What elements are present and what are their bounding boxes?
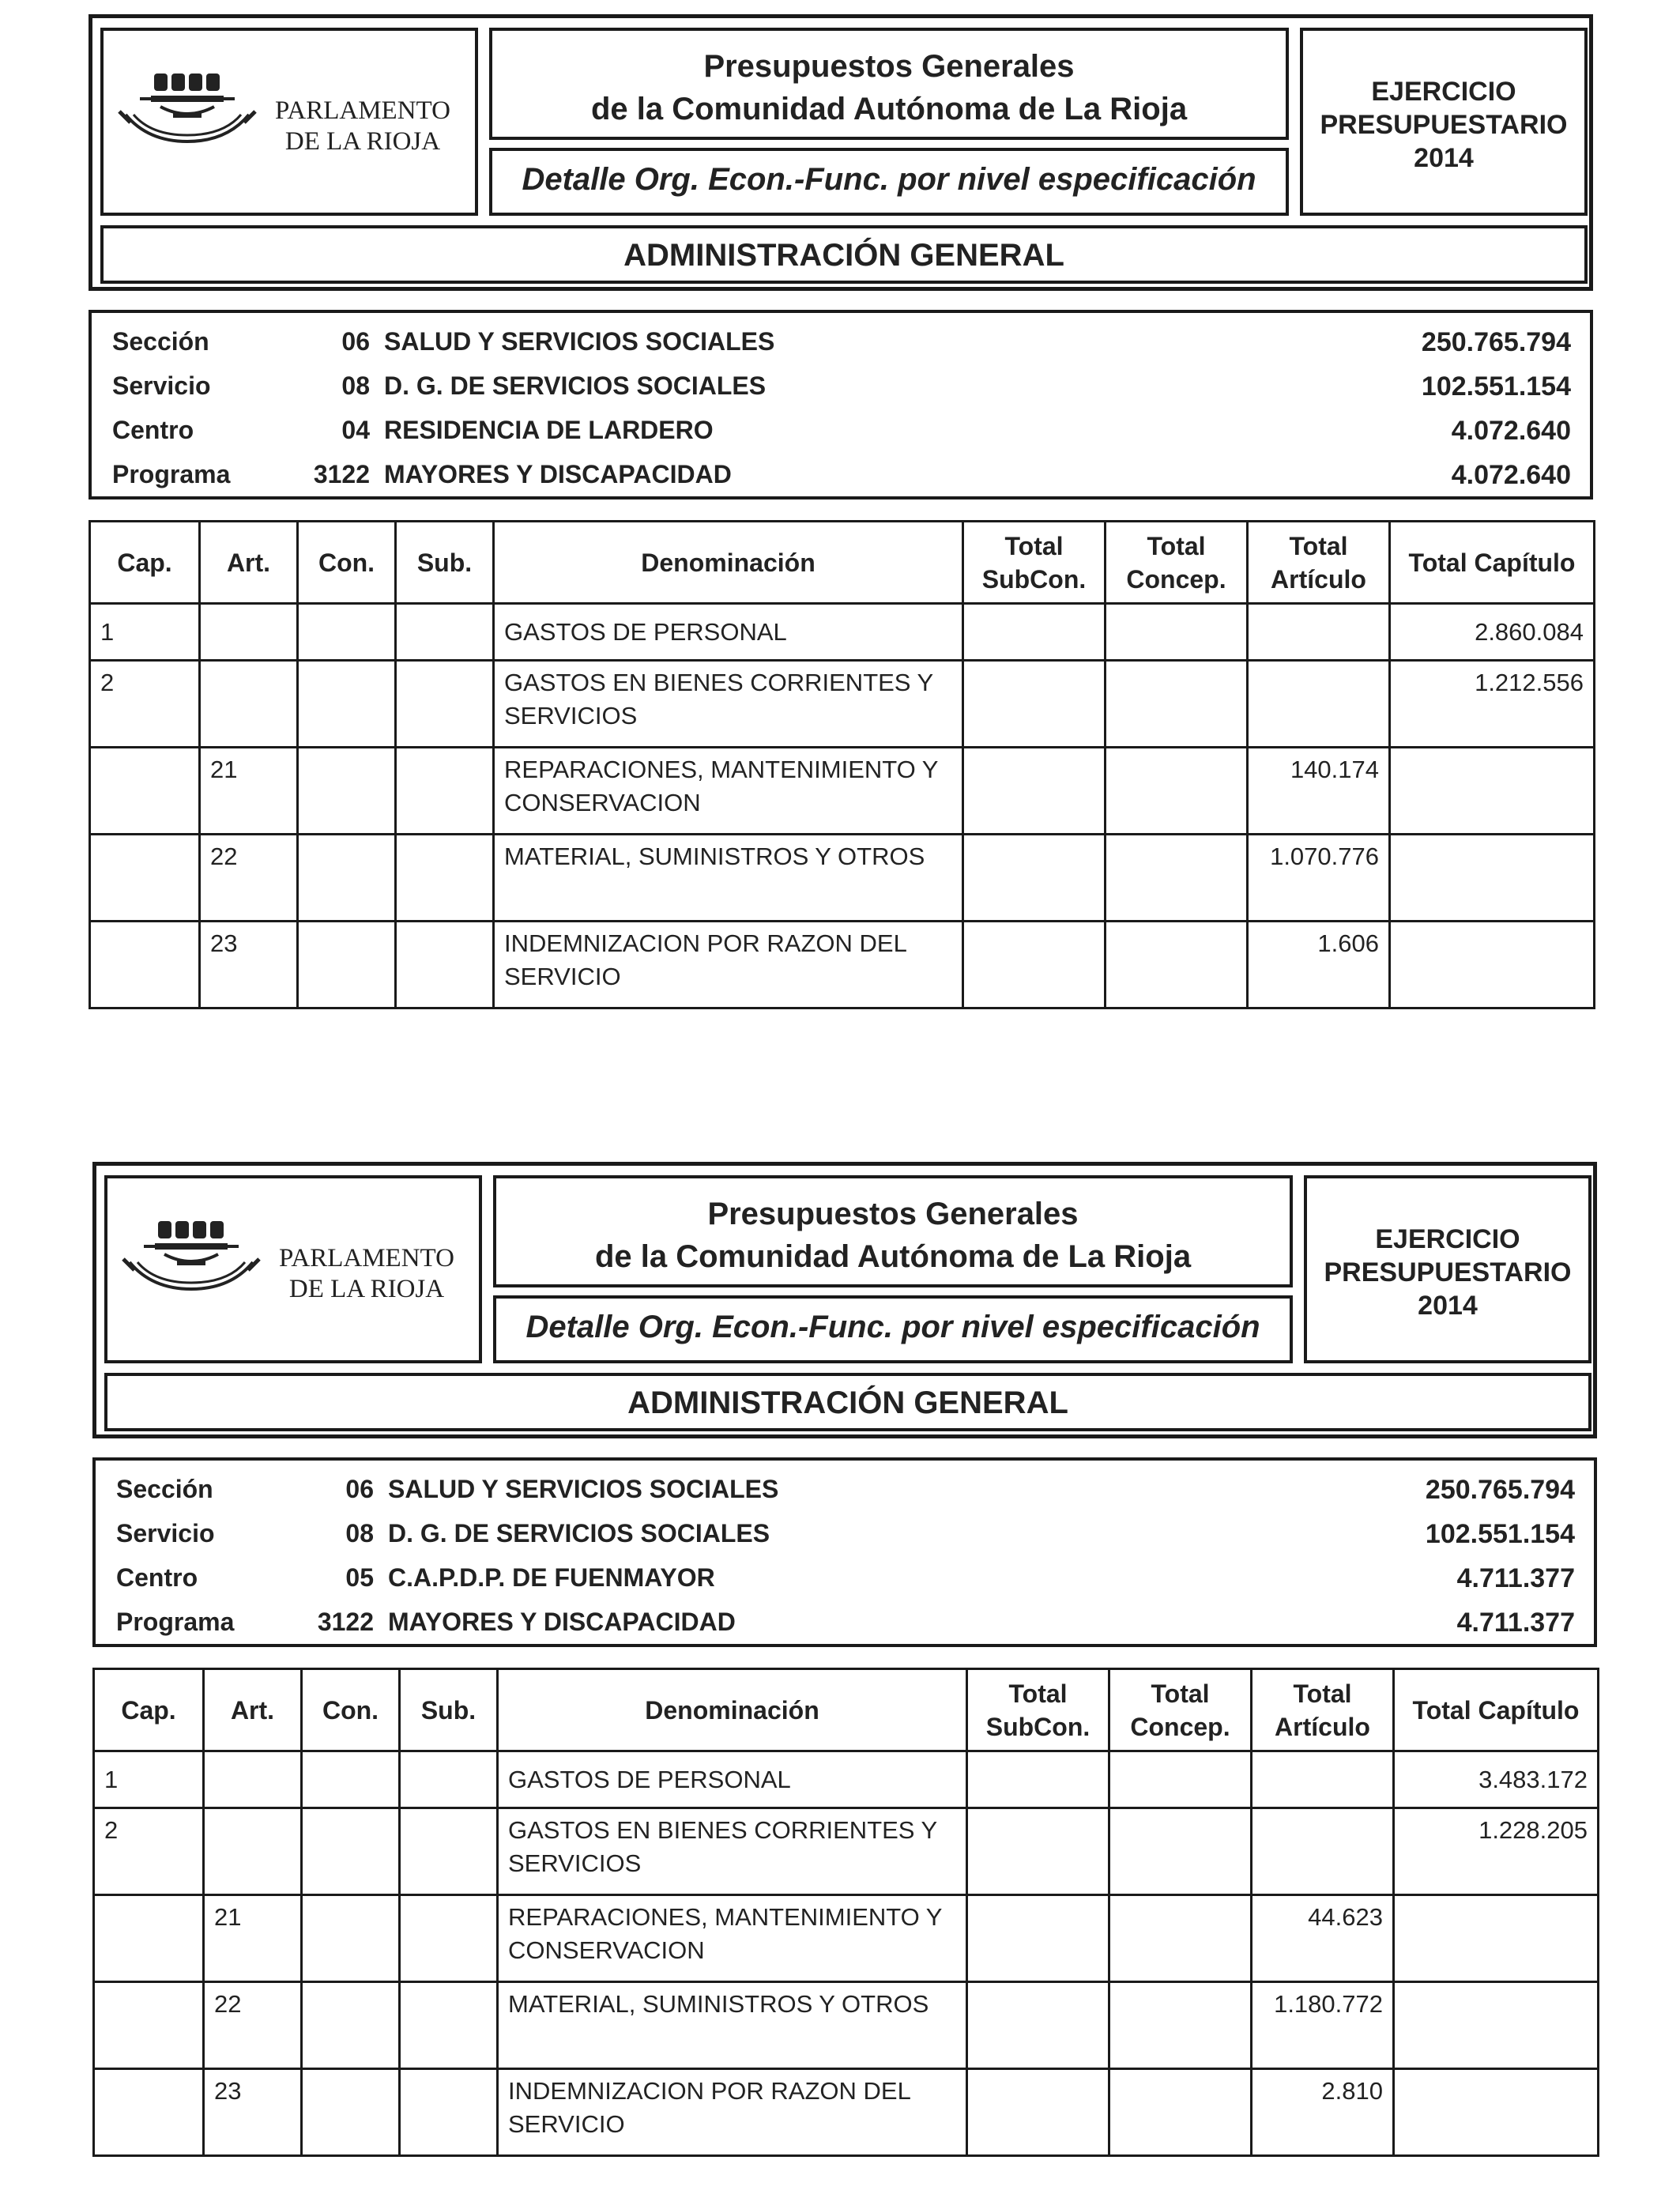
table-row: [94, 1808, 1599, 1895]
cell-cap: [94, 1982, 204, 2069]
cell-total-concep: [1106, 748, 1248, 835]
cell-total-capitulo: 2.860.084: [1390, 604, 1595, 661]
title-line-2: de la Comunidad Autónoma de La Rioja: [590, 92, 1188, 126]
info-label: Programa: [116, 1608, 235, 1636]
cell-cap: [94, 2069, 204, 2156]
cell-total-concep: [1106, 661, 1248, 748]
cell-cap: [90, 835, 200, 922]
cell-total-articulo: [1252, 1751, 1394, 1808]
ejercicio-box: [1300, 28, 1588, 216]
cell-con: [302, 2069, 400, 2156]
cell-total-subcon: [963, 604, 1106, 661]
cell-denominacion: GASTOS EN BIENES CORRIENTES Y SERVICIOS: [498, 1808, 967, 1895]
cell-sub: [400, 2069, 498, 2156]
cell-art: [204, 1751, 302, 1808]
cell-cap: 2: [90, 661, 200, 748]
info-code: 08: [341, 371, 370, 400]
table-header-row: [94, 1669, 1599, 1751]
document-subtitle: Detalle Org. Econ.-Func. por nivel especificación: [525, 1310, 1260, 1344]
cell-cap: [90, 922, 200, 1008]
cell-total-concep: [1106, 922, 1248, 1008]
cell-total-concep: [1106, 835, 1248, 922]
info-amount: 4.072.640: [1451, 416, 1571, 446]
info-label: Servicio: [116, 1519, 215, 1547]
info-desc: D. G. DE SERVICIOS SOCIALES: [384, 371, 767, 400]
title-line-1: Presupuestos Generales: [703, 49, 1075, 84]
info-desc: C.A.P.D.P. DE FUENMAYOR: [388, 1563, 715, 1592]
title-box: [489, 28, 1289, 140]
cell-total-capitulo: [1394, 2069, 1599, 2156]
cell-denominacion: REPARACIONES, MANTENIMIENTO Y CONSERVACION: [494, 748, 963, 835]
cell-art: 23: [204, 2069, 302, 2156]
ejercicio-box: [1304, 1175, 1591, 1363]
parliament-logo-icon: [116, 66, 258, 153]
info-row-centro: [96, 1563, 1594, 1595]
info-amount: 102.551.154: [1425, 1519, 1575, 1549]
cell-sub: [396, 604, 494, 661]
info-code: 04: [341, 416, 370, 444]
cell-sub: [396, 835, 494, 922]
budget-table: [89, 520, 1595, 1009]
logo-text: [264, 1243, 469, 1305]
cell-total-capitulo: 1.212.556: [1390, 661, 1595, 748]
cell-total-subcon: [967, 2069, 1109, 2156]
col-header-total-capitulo: Total Capítulo: [1390, 522, 1595, 604]
info-row-servicio: [96, 1519, 1594, 1551]
cell-denominacion: GASTOS DE PERSONAL: [498, 1751, 967, 1808]
cell-con: [302, 1895, 400, 1982]
cell-total-concep: [1109, 2069, 1252, 2156]
cell-denominacion: INDEMNIZACION POR RAZON DEL SERVICIO: [494, 922, 963, 1008]
info-row-seccion: [96, 1475, 1594, 1506]
info-desc: D. G. DE SERVICIOS SOCIALES: [388, 1519, 770, 1547]
cell-art: [200, 661, 298, 748]
cell-sub: [396, 748, 494, 835]
info-amount: 4.072.640: [1451, 460, 1571, 490]
cell-cap: [94, 1895, 204, 1982]
admin-box: [104, 1373, 1591, 1431]
col-header-con: Con.: [298, 522, 396, 604]
table-row: [94, 1982, 1599, 2069]
info-label: Programa: [112, 460, 231, 488]
cell-con: [302, 1982, 400, 2069]
document-header: [92, 1162, 1597, 1438]
budget-block: [89, 14, 1593, 1009]
cell-sub: [400, 1808, 498, 1895]
cell-cap: 1: [94, 1751, 204, 1808]
cell-cap: [90, 748, 200, 835]
info-label: Centro: [116, 1563, 198, 1592]
cell-total-concep: [1106, 604, 1248, 661]
col-header-denominacion: Denominación: [498, 1669, 967, 1751]
cell-sub: [396, 922, 494, 1008]
info-amount: 102.551.154: [1421, 371, 1571, 401]
document-subtitle: Detalle Org. Econ.-Func. por nivel especificación: [522, 162, 1256, 197]
logo-line-1: PARLAMENTO: [275, 96, 450, 125]
title-box: [493, 1175, 1293, 1287]
document-title: [496, 1193, 1290, 1278]
cell-denominacion: INDEMNIZACION POR RAZON DEL SERVICIO: [498, 2069, 967, 2156]
col-header-art: Art.: [200, 522, 298, 604]
info-code: 3122: [317, 1608, 374, 1636]
cell-total-subcon: [963, 661, 1106, 748]
cell-denominacion: REPARACIONES, MANTENIMIENTO Y CONSERVACION: [498, 1895, 967, 1982]
cell-sub: [400, 1982, 498, 2069]
col-header-total-subcon: Total SubCon.: [963, 522, 1106, 604]
table-row: [90, 748, 1595, 835]
cell-total-subcon: [967, 1751, 1109, 1808]
table-row: [90, 922, 1595, 1008]
cell-con: [298, 604, 396, 661]
col-header-total-concep: Total Concep.: [1109, 1669, 1252, 1751]
admin-title: ADMINISTRACIÓN GENERAL: [623, 238, 1064, 273]
cell-art: 23: [200, 922, 298, 1008]
cell-total-subcon: [963, 835, 1106, 922]
table-row: [94, 1751, 1599, 1808]
cell-total-articulo: 140.174: [1248, 748, 1390, 835]
ejercicio-year: 2014: [1418, 1291, 1478, 1321]
info-code: 3122: [313, 460, 370, 488]
budget-table: [92, 1668, 1599, 2157]
cell-total-capitulo: [1390, 748, 1595, 835]
budget-block: [92, 1162, 1597, 2157]
logo-box: [100, 28, 478, 216]
info-code: 05: [345, 1563, 374, 1592]
cell-art: 21: [200, 748, 298, 835]
cell-total-articulo: 1.606: [1248, 922, 1390, 1008]
info-desc: RESIDENCIA DE LARDERO: [384, 416, 714, 444]
cell-art: 22: [200, 835, 298, 922]
cell-art: 22: [204, 1982, 302, 2069]
ejercicio-line-2: PRESUPUESTARIO: [1320, 110, 1568, 140]
cell-con: [302, 1751, 400, 1808]
info-row-programa: [92, 460, 1590, 492]
ejercicio-line-1: EJERCICIO: [1371, 77, 1516, 107]
col-header-con: Con.: [302, 1669, 400, 1751]
info-desc: MAYORES Y DISCAPACIDAD: [384, 460, 732, 488]
cell-sub: [400, 1751, 498, 1808]
ejercicio-line-1: EJERCICIO: [1375, 1224, 1520, 1254]
cell-cap: 1: [90, 604, 200, 661]
cell-total-subcon: [967, 1895, 1109, 1982]
cell-art: [200, 604, 298, 661]
table-row: [94, 1895, 1599, 1982]
admin-title: ADMINISTRACIÓN GENERAL: [627, 1385, 1068, 1420]
cell-art: [204, 1808, 302, 1895]
admin-box: [100, 225, 1588, 284]
cell-total-capitulo: 3.483.172: [1394, 1751, 1599, 1808]
info-desc: SALUD Y SERVICIOS SOCIALES: [388, 1475, 779, 1503]
cell-sub: [396, 661, 494, 748]
cell-total-subcon: [963, 748, 1106, 835]
title-line-2: de la Comunidad Autónoma de La Rioja: [594, 1239, 1192, 1274]
col-header-sub: Sub.: [396, 522, 494, 604]
cell-con: [302, 1808, 400, 1895]
cell-total-concep: [1109, 1895, 1252, 1982]
cell-total-articulo: 1.070.776: [1248, 835, 1390, 922]
info-amount: 4.711.377: [1456, 1608, 1575, 1638]
info-row-seccion: [92, 327, 1590, 359]
info-label: Servicio: [112, 371, 211, 400]
info-desc: MAYORES Y DISCAPACIDAD: [388, 1608, 736, 1636]
cell-con: [298, 661, 396, 748]
cell-total-concep: [1109, 1751, 1252, 1808]
cell-total-articulo: 1.180.772: [1252, 1982, 1394, 2069]
info-label: Centro: [112, 416, 194, 444]
cell-cap: 2: [94, 1808, 204, 1895]
logo-line-2: DE LA RIOJA: [284, 127, 441, 156]
cell-total-concep: [1109, 1808, 1252, 1895]
cell-total-capitulo: [1394, 1982, 1599, 2069]
cell-total-articulo: 44.623: [1252, 1895, 1394, 1982]
cell-total-capitulo: 1.228.205: [1394, 1808, 1599, 1895]
cell-total-capitulo: [1390, 922, 1595, 1008]
table-header-row: [90, 522, 1595, 604]
table-row: [90, 835, 1595, 922]
org-info-panel: [89, 310, 1593, 499]
col-header-total-articulo: Total Artículo: [1248, 522, 1390, 604]
ejercicio-year: 2014: [1414, 143, 1474, 173]
cell-denominacion: GASTOS DE PERSONAL: [494, 604, 963, 661]
document-title: [492, 45, 1286, 130]
logo-text: [260, 96, 465, 157]
col-header-art: Art.: [204, 1669, 302, 1751]
cell-total-subcon: [967, 1808, 1109, 1895]
cell-total-articulo: [1252, 1808, 1394, 1895]
subtitle-box: [489, 148, 1289, 216]
ejercicio-line-2: PRESUPUESTARIO: [1324, 1257, 1572, 1287]
col-header-total-capitulo: Total Capítulo: [1394, 1669, 1599, 1751]
cell-total-subcon: [963, 922, 1106, 1008]
cell-sub: [400, 1895, 498, 1982]
col-header-total-subcon: Total SubCon.: [967, 1669, 1109, 1751]
info-amount: 250.765.794: [1421, 327, 1571, 357]
cell-art: 21: [204, 1895, 302, 1982]
cell-total-concep: [1109, 1982, 1252, 2069]
info-desc: SALUD Y SERVICIOS SOCIALES: [384, 327, 775, 356]
info-amount: 4.711.377: [1456, 1563, 1575, 1593]
info-row-servicio: [92, 371, 1590, 403]
col-header-cap: Cap.: [90, 522, 200, 604]
cell-total-articulo: 2.810: [1252, 2069, 1394, 2156]
table-row: [90, 604, 1595, 661]
logo-line-1: PARLAMENTO: [279, 1244, 454, 1272]
cell-total-capitulo: [1394, 1895, 1599, 1982]
cell-con: [298, 748, 396, 835]
info-label: Sección: [112, 327, 209, 356]
cell-con: [298, 922, 396, 1008]
info-code: 06: [345, 1475, 374, 1503]
subtitle-box: [493, 1295, 1293, 1363]
info-code: 08: [345, 1519, 374, 1547]
table-row: [94, 2069, 1599, 2156]
org-info-panel: [92, 1457, 1597, 1647]
cell-denominacion: MATERIAL, SUMINISTROS Y OTROS: [494, 835, 963, 922]
cell-con: [298, 835, 396, 922]
document-header: [89, 14, 1593, 291]
logo-line-2: DE LA RIOJA: [288, 1275, 445, 1303]
col-header-total-articulo: Total Artículo: [1252, 1669, 1394, 1751]
info-code: 06: [341, 327, 370, 356]
cell-denominacion: GASTOS EN BIENES CORRIENTES Y SERVICIOS: [494, 661, 963, 748]
cell-total-articulo: [1248, 661, 1390, 748]
cell-total-articulo: [1248, 604, 1390, 661]
info-label: Sección: [116, 1475, 213, 1503]
col-header-total-concep: Total Concep.: [1106, 522, 1248, 604]
col-header-sub: Sub.: [400, 1669, 498, 1751]
info-row-programa: [96, 1608, 1594, 1639]
logo-box: [104, 1175, 482, 1363]
info-row-centro: [92, 416, 1590, 447]
ejercicio-text: [1307, 1223, 1588, 1322]
col-header-denominacion: Denominación: [494, 522, 963, 604]
parliament-logo-icon: [120, 1213, 262, 1300]
col-header-cap: Cap.: [94, 1669, 204, 1751]
info-amount: 250.765.794: [1425, 1475, 1575, 1505]
cell-total-subcon: [967, 1982, 1109, 2069]
cell-denominacion: MATERIAL, SUMINISTROS Y OTROS: [498, 1982, 967, 2069]
title-line-1: Presupuestos Generales: [707, 1197, 1079, 1231]
cell-total-capitulo: [1390, 835, 1595, 922]
ejercicio-text: [1303, 75, 1584, 175]
table-row: [90, 661, 1595, 748]
